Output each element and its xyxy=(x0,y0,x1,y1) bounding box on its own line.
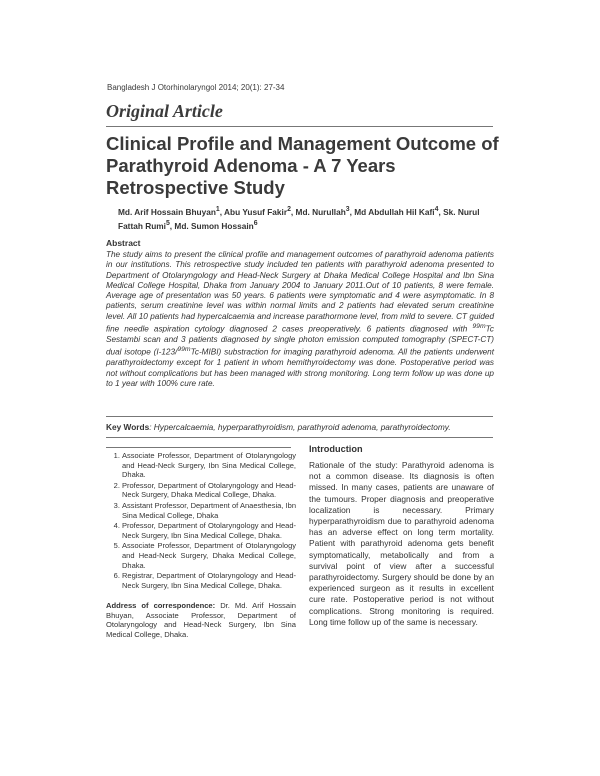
correspondence-label: Address of correspondence: xyxy=(106,601,216,610)
author-affil-mark: 3 xyxy=(345,206,350,213)
author-affil-mark: 4 xyxy=(434,206,439,213)
author-name: Md. Arif Hossain Bhuyan xyxy=(118,206,216,217)
top-rule xyxy=(106,126,493,127)
correspondence-address xyxy=(106,601,296,640)
isotope-superscript: 99m xyxy=(177,346,191,354)
keywords-bottom-rule xyxy=(106,437,493,438)
abstract-text-part-3: Tc-MIBI) substraction for imaging parathyroid adenoma. All the patients underwent parathyroidectomy except for 1 patient in whom hemithyroidectomy was done. Postoperative period was not without complications but has been managed with strong monitoring. Long term follow up was done up to 1 year with 100% cure rate. xyxy=(106,348,495,389)
abstract-text xyxy=(106,250,494,389)
affiliation-item: 1. Associate Professor, Department of Otolaryngology and Head-Neck Surgery, Ibn Sina Medical College, Dhaka. xyxy=(122,451,296,480)
article-title: Clinical Profile and Management Outcome of Parathyroid Adenoma - A 7 Years Retrospective Study xyxy=(106,133,499,198)
affiliation-item: 5. Associate Professor, Department of Otolaryngology and Head-Neck Surgery, Dhaka Medical College, Dhaka. xyxy=(122,541,296,570)
abstract-heading: Abstract xyxy=(106,238,141,248)
author-name: Abu Yusuf Fakir xyxy=(224,206,288,217)
affiliation-item: 3. Assistant Professor, Department of Anaesthesia, Ibn Sina Medical College, Dhaka xyxy=(122,501,296,520)
journal-citation: Bangladesh J Otorhinolaryngol 2014; 20(1): 27-34 xyxy=(107,83,285,92)
author-name: Md. Nurullah xyxy=(295,206,346,217)
author-name: Md. Sumon Hossain xyxy=(174,220,254,231)
author-affil-mark: 5 xyxy=(165,219,170,227)
affiliation-item: 2. Professor, Department of Otolaryngology and Head-Neck Surgery, Dhaka Medical College, Dhaka. xyxy=(122,481,296,500)
affiliation-item: 6. Registrar, Department of Otolaryngology and Head-Neck Surgery, Ibn Sina Medical College, Dhaka. xyxy=(122,571,296,590)
affiliation-rule xyxy=(106,447,291,448)
keywords-text: : Hypercalcaemia, hyperparathyroidism, parathyroid adenoma, parathyroidectomy. xyxy=(149,422,451,432)
author-list: Md. Arif Hossain Bhuyan$^1$, Abu Yusuf Fakir$^2$, Md. Nurullah$^3$, Md Abdullah Hil Kafi$^4$, Sk. Nurul Fattah Rumi$^5$, Md. Sumon Hossain$^6$ xyxy=(118,206,480,231)
author-name: Md Abdullah Hil Kafi xyxy=(354,206,435,217)
author-affil-mark: 6 xyxy=(253,219,258,227)
keywords-line xyxy=(106,422,501,432)
section-label: Original Article xyxy=(106,101,223,121)
introduction-heading: Introduction xyxy=(309,444,363,454)
keywords-top-rule xyxy=(106,416,493,417)
author-affil-mark: 2 xyxy=(287,206,291,213)
author-name: Sk. Nurul Fattah Rumi xyxy=(118,206,480,231)
introduction-text: Rationale of the study: Parathyroid adenoma is not a common disease. Its diagnosis is often missed. In many cases, patients are unaware of the tumours. Proper diagnosis and preoperative localization is necessary. Primary hyperparathyroidism due to parathyroid adenoma has an adverse effect on long term mortality. Patient with parathyroid adenoma gets benefit symptomatically, metabolically and from a survival point of view after a successful parathyroidectomy. Surgery should be done by an experienced surgeon as it results in excellent cure rate. Postoperative period is not without complications. Strong monitoring is required. Long time follow up of the same is necessary. xyxy=(309,460,494,627)
affiliation-item: 4. Professor, Department of Otolaryngology and Head-Neck Surgery, Ibn Sina Medical College, Dhaka. xyxy=(122,521,296,540)
affiliation-list xyxy=(106,451,296,591)
abstract-text-part-1: The study aims to present the clinical profile and management outcomes of parathyroid adenoma patients in our institutions. This retrospective study included ten patients with parathyroid adenoma presented to Department of Otolaryngology and Head-Neck Surgery at Dhaka Medical College Hospital and Ibn Sina Medical College Hospital, Dhaka from January 2004 to January 2011.Out of 10 patients, 8 were female. Average age of presentation was 50 years. 6 patients were symptomatic and 4 were asymptomatic. In 8 patients, serum creatinine level was within normal limits and 2 patients had elevated serum creatinine level. All 10 patients had hypercalcaemia and increase parathormone level, from mild to severe. CT guided fine needle aspiration cytology diagnosed 2 cases preoperatively. 6 patients diagnosed with xyxy=(106,250,494,334)
abstract-text-part-2: Tc Sestambi scan and 3 patients diagnosed by single photon emission computed tomography (SPECT-CT) dual isotope (I-123/ xyxy=(106,324,494,358)
keywords-label: Key Words xyxy=(106,422,150,432)
correspondence-text: Dr. Md. Arif Hossain Bhuyan, Associate Professor, Department of Otolaryngology and Head-Neck Surgery, Ibn Sina Medical College, Dhaka. xyxy=(106,601,296,640)
isotope-superscript: 99m xyxy=(472,323,486,331)
author-affil-mark: 1 xyxy=(215,206,220,213)
